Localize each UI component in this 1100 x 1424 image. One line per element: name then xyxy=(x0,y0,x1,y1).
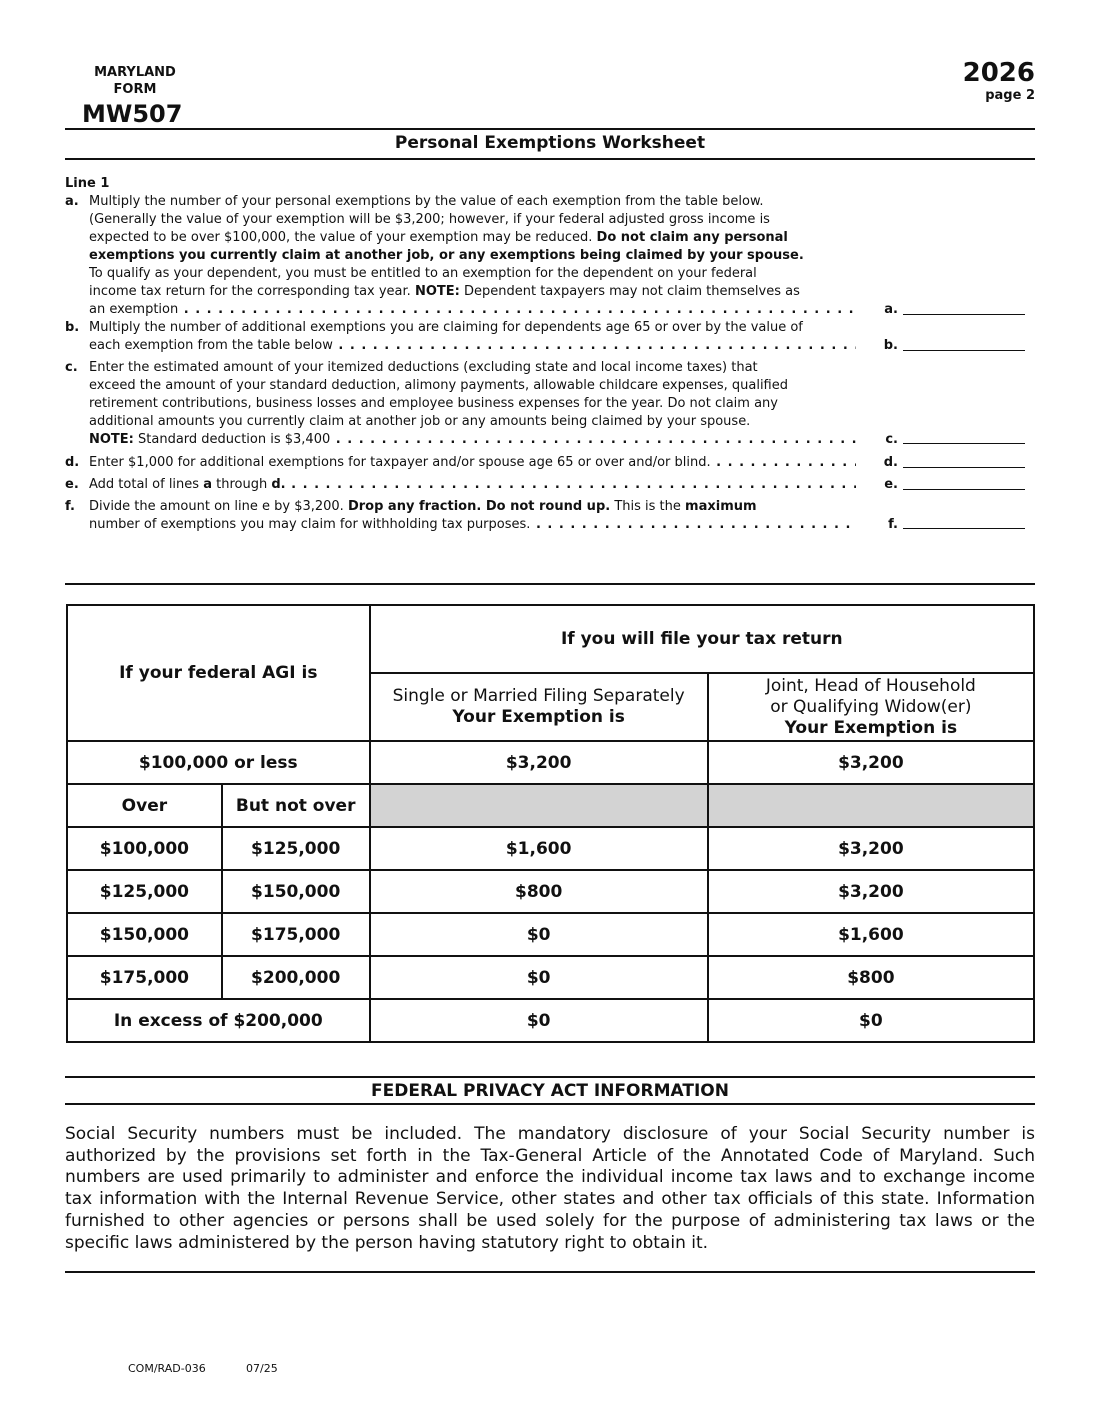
table-row xyxy=(67,870,1034,913)
single-header-sub: Your Exemption is xyxy=(452,707,625,727)
item-a-line: To qualify as your dependent, you must be entitled to an exemption for the dependent on your federal xyxy=(89,266,757,281)
shaded-cell xyxy=(370,784,708,827)
item-e xyxy=(65,476,885,494)
item-f xyxy=(65,498,885,534)
item-f-leader xyxy=(89,516,885,534)
agi-cell: $100,000 or less xyxy=(67,741,370,784)
item-a-line xyxy=(89,283,885,301)
item-e-bold: a xyxy=(203,477,212,492)
single-cell: $800 xyxy=(370,870,708,913)
line-1-label: Line 1 xyxy=(65,176,110,191)
table-row xyxy=(67,827,1034,870)
item-e-letter: e. xyxy=(65,477,79,492)
joint-cell: $3,200 xyxy=(708,827,1034,870)
privacy-top-divider xyxy=(65,1076,1035,1078)
item-b-leader xyxy=(89,337,885,355)
single-cell: $3,200 xyxy=(370,741,708,784)
item-a xyxy=(65,193,885,319)
line-b-answer[interactable] xyxy=(903,350,1025,351)
page-number: page 2 xyxy=(985,88,1035,103)
single-header-text: Single or Married Filing Separately xyxy=(392,686,685,706)
joint-header-sub: Your Exemption is xyxy=(784,717,958,738)
joint-cell: $1,600 xyxy=(708,913,1034,956)
form-date: 07/25 xyxy=(246,1362,278,1375)
form-code: COM/RAD-036 xyxy=(128,1362,206,1375)
not-over-cell: $125,000 xyxy=(222,827,370,870)
joint-cell: $0 xyxy=(708,999,1034,1042)
item-f-line xyxy=(89,498,885,516)
item-a-line xyxy=(89,247,885,265)
item-e-bold: d. xyxy=(271,477,286,492)
single-cell: $0 xyxy=(370,913,708,956)
joint-cell: $3,200 xyxy=(708,870,1034,913)
item-c-line: additional amounts you currently claim at another job or any amounts being claimed by your spouse. xyxy=(89,414,751,429)
single-cell: $1,600 xyxy=(370,827,708,870)
item-a-leader xyxy=(89,301,885,319)
over-cell: $150,000 xyxy=(67,913,222,956)
agi-header: If your federal AGI is xyxy=(67,605,370,741)
joint-header xyxy=(708,673,1034,741)
item-e-text: Add total of lines xyxy=(89,477,200,492)
item-c-line: Enter the estimated amount of your itemized deductions (excluding state and local income taxes) that xyxy=(89,360,758,375)
item-c xyxy=(65,359,885,449)
state-label: MARYLAND xyxy=(94,65,176,80)
line-c-answer[interactable] xyxy=(903,443,1025,444)
not-over-cell: $150,000 xyxy=(222,870,370,913)
item-b xyxy=(65,319,885,355)
line-f-label: f. xyxy=(856,516,898,534)
item-f-letter: f. xyxy=(65,499,75,514)
item-c-line: retirement contributions, business losses and employee business expenses for the year. Do not claim any xyxy=(89,396,778,411)
agi-cell: In excess of $200,000 xyxy=(67,999,370,1042)
tax-year: 2026 xyxy=(962,58,1035,88)
line-b-label: b. xyxy=(856,337,898,355)
item-e-leader xyxy=(89,476,885,494)
item-a-text: Dependent taxpayers may not claim themselves as xyxy=(463,284,800,299)
item-a-note: NOTE: xyxy=(414,284,460,299)
item-a-text: income tax return for the corresponding tax year. xyxy=(89,284,411,299)
line-f-answer[interactable] xyxy=(903,528,1025,529)
item-d-text: Enter $1,000 for additional exemptions for taxpayer and/or spouse age 65 or over and/or blind. xyxy=(89,455,711,470)
item-e-text: through xyxy=(216,477,268,492)
header-divider xyxy=(65,128,1035,130)
item-f-bold: maximum xyxy=(685,499,757,514)
state-name xyxy=(80,64,190,98)
line-c-label: c. xyxy=(856,431,898,449)
item-d xyxy=(65,454,885,472)
line-d-label: d. xyxy=(856,454,898,472)
line-e-answer[interactable] xyxy=(903,489,1025,490)
item-d-leader xyxy=(89,454,885,472)
privacy-title-divider xyxy=(65,1103,1035,1105)
item-f-bold: Drop any fraction. Do not round up. xyxy=(347,499,611,514)
table-row xyxy=(67,913,1034,956)
worksheet-title: Personal Exemptions Worksheet xyxy=(394,133,706,153)
item-a-line: (Generally the value of your exemption will be $3,200; however, if your federal adjusted gross income is xyxy=(89,212,770,227)
over-cell: $100,000 xyxy=(67,827,222,870)
over-cell: $125,000 xyxy=(67,870,222,913)
title-divider xyxy=(65,158,1035,160)
single-header xyxy=(370,673,708,741)
form-number: MW507 xyxy=(82,100,183,128)
item-d-letter: d. xyxy=(65,455,80,470)
exemption-table xyxy=(66,604,1035,1043)
single-cell: $0 xyxy=(370,999,708,1042)
item-c-leader xyxy=(89,431,885,449)
line-a-answer[interactable] xyxy=(903,314,1025,315)
item-c-note: NOTE: xyxy=(89,432,134,447)
joint-cell: $800 xyxy=(708,956,1034,999)
form-word: FORM xyxy=(113,82,157,97)
privacy-title: FEDERAL PRIVACY ACT INFORMATION xyxy=(371,1081,729,1101)
line-e-label: e. xyxy=(856,476,898,494)
privacy-bottom-divider xyxy=(65,1271,1035,1273)
joint-header-text: Joint, Head of Household xyxy=(765,675,976,696)
joint-cell: $3,200 xyxy=(708,741,1034,784)
item-a-text: expected to be over $100,000, the value of your exemption may be reduced. xyxy=(89,230,593,245)
item-a-text: an exemption xyxy=(89,302,179,317)
item-c-letter: c. xyxy=(65,360,78,375)
item-b-line: Multiply the number of additional exemptions you are claiming for dependents age 65 or over by the value of xyxy=(89,320,803,335)
table-row xyxy=(67,741,1034,784)
item-f-text: This is the xyxy=(614,499,681,514)
joint-header-text: or Qualifying Widow(er) xyxy=(770,696,972,717)
over-cell: $175,000 xyxy=(67,956,222,999)
privacy-text: Social Security numbers must be included. The mandatory disclosure of your Social Security number is authorized by the provisions set forth in the Tax-General Article of the Annotated Code of Maryland. Such numbers are used primarily to administer and enforce the individual income tax laws and to exchange income tax information with the Internal Revenue Service, other states and other tax officials of this state. Information furnished to other agencies or persons shall be used solely for the purpose of administering tax laws or the specific laws administered by the person having statutory right to obtain it. xyxy=(65,1124,1035,1253)
shaded-cell xyxy=(708,784,1034,827)
line-a-label: a. xyxy=(856,301,898,319)
table-row xyxy=(67,956,1034,999)
worksheet-end-divider xyxy=(65,583,1035,585)
over-header: Over xyxy=(67,784,222,827)
item-b-text: each exemption from the table below xyxy=(89,338,333,353)
item-a-letter: a. xyxy=(65,194,79,209)
item-f-text: Divide the amount on line e by $3,200. xyxy=(89,499,344,514)
line-d-answer[interactable] xyxy=(903,467,1025,468)
item-f-text: number of exemptions you may claim for withholding tax purposes. xyxy=(89,517,531,532)
item-a-line xyxy=(89,229,885,247)
item-a-bold: Do not claim any personal xyxy=(596,230,788,245)
item-a-line: Multiply the number of your personal exemptions by the value of each exemption from the table below. xyxy=(89,194,764,209)
table-row xyxy=(67,999,1034,1042)
item-c-line: exceed the amount of your standard deduction, alimony payments, allowable childcare expenses, qualified xyxy=(89,378,788,393)
item-b-letter: b. xyxy=(65,320,80,335)
item-c-text: Standard deduction is $3,400 xyxy=(138,432,331,447)
item-a-bold: exemptions you currently claim at another job, or any exemptions being claimed by your spouse. xyxy=(89,248,804,263)
not-over-cell: $175,000 xyxy=(222,913,370,956)
single-cell: $0 xyxy=(370,956,708,999)
table-subheader-row xyxy=(67,784,1034,827)
filing-header: If you will file your tax return xyxy=(370,605,1034,673)
not-over-header: But not over xyxy=(222,784,370,827)
not-over-cell: $200,000 xyxy=(222,956,370,999)
